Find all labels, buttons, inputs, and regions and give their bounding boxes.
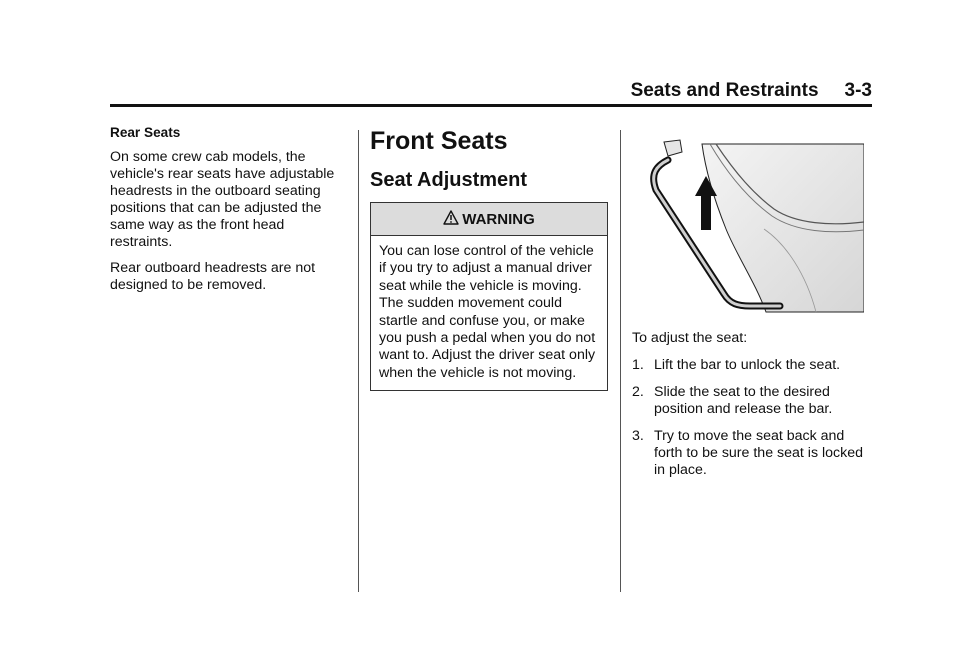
rear-seats-heading: Rear Seats (110, 125, 181, 140)
step-text: Try to move the seat back and forth to be sure the seat is locked in place. (654, 428, 863, 478)
section-title: Seats and Restraints (630, 80, 819, 101)
step-number: 2. (632, 384, 644, 400)
step-text: Slide the seat to the desired position and release the bar. (654, 384, 833, 417)
section-heading: Front Seats (370, 127, 508, 155)
paragraph: On some crew cab models, the vehicle's rear seats have adjustable headrests in the outboard seating positions that can be adjusted the same way as the front head restraints. (110, 149, 335, 250)
middle-column (370, 126, 610, 391)
right-column (632, 134, 872, 489)
header-rule (110, 104, 872, 107)
column-divider-1 (358, 130, 359, 592)
warning-box (370, 202, 608, 391)
subsection-heading: Seat Adjustment (370, 169, 528, 191)
list-item (632, 357, 872, 374)
warning-header (371, 203, 607, 236)
step-number: 1. (632, 357, 644, 373)
seat-adjust-bar-illustration (646, 134, 864, 316)
page-number: 3-3 (844, 80, 872, 101)
warning-label: WARNING (462, 210, 535, 228)
instructions-intro: To adjust the seat: (632, 330, 748, 346)
warning-text: You can lose control of the vehicle if you try to adjust a manual driver seat while the vehicle is moving. The sudden movement could startle and confuse you, or make you push a pedal when you do not want to. Adjust the driver seat only when the vehicle is not moving. (379, 243, 596, 381)
left-column (110, 124, 350, 303)
warning-triangle-icon (443, 210, 462, 229)
paragraph: Rear outboard headrests are not designed to be removed. (110, 260, 316, 293)
step-text: Lift the bar to unlock the seat. (654, 357, 841, 373)
page-header (110, 80, 872, 102)
column-divider-2 (620, 130, 621, 592)
steps-list (632, 357, 872, 479)
list-item (632, 384, 872, 418)
list-item (632, 428, 872, 479)
step-number: 3. (632, 428, 644, 444)
